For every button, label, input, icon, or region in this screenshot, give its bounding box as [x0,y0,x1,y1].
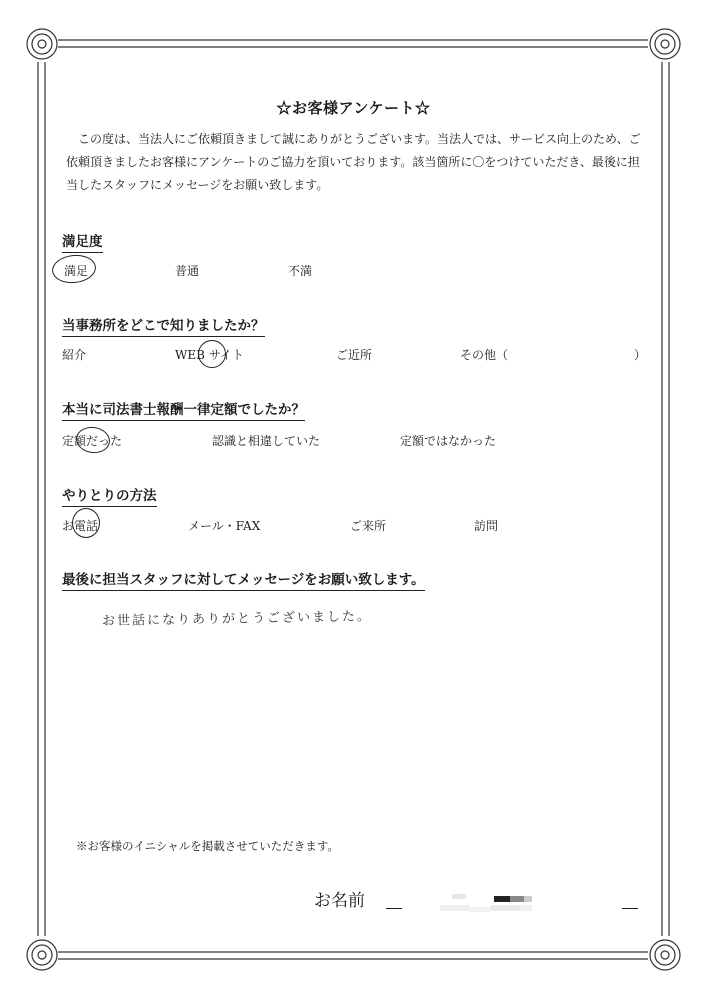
corner-ornament-top-left-icon [27,29,57,59]
contact-method-heading: やりとりの方法 [62,484,157,507]
option-other-close-paren: ） [634,348,647,362]
name-underline-left [386,908,402,909]
option-other[interactable]: その他（ [460,348,509,362]
option-email-fax[interactable]: メール・FAX [188,519,261,533]
option-phone[interactable]: お電話 [62,519,99,533]
hand-drawn-circle-icon [72,508,100,538]
corner-ornament-bottom-right-icon [650,940,680,970]
option-normal[interactable]: 普通 [175,264,200,278]
corner-ornament-top-right-icon [650,29,680,59]
option-referral[interactable]: 紹介 [62,348,87,362]
referral-heading: 当事務所をどこで知りましたか？ [62,314,265,337]
option-dissatisfied[interactable]: 不満 [288,264,313,278]
initials-note: ※お客様のイニシャルを掲載させていただきます。 [76,839,339,853]
option-fixed-fee[interactable]: 定額だった [62,434,123,448]
option-not-fixed-fee[interactable]: 定額ではなかった [400,434,497,448]
corner-ornament-bottom-left-icon [27,940,57,970]
message-heading: 最後に担当スタッフに対してメッセージをお願い致します。 [62,568,425,591]
name-underline-right [622,908,638,909]
option-visit-office[interactable]: ご来所 [350,519,387,533]
option-neighborhood[interactable]: ご近所 [336,348,373,362]
redacted-name-icon [440,892,540,920]
option-satisfied[interactable]: 満足 [64,264,89,278]
satisfaction-heading: 満足度 [62,230,103,253]
option-differed-from-understanding[interactable]: 認識と相違していた [212,434,321,448]
fixed-fee-heading: 本当に司法書士報酬一律定額でしたか？ [62,398,305,421]
option-home-visit[interactable]: 訪問 [474,519,499,533]
survey-title: ☆お客様アンケート☆ [276,99,431,117]
handwritten-message: お世話になりありがとうございました。 [101,609,373,629]
name-label: お名前 [314,891,365,911]
intro-paragraph: この度は、当法人にご依頼頂きまして誠にありがとうございます。当法人では、サービス向上のため、ご依頼頂きましたお客様にアンケートのご協力を頂いております。該当箇所に〇をつけていただき、最後に担当したスタッフにメッセージをお願い致します。 [66,132,641,192]
option-website[interactable]: WEB サイト [175,348,244,362]
hand-drawn-circle-icon [198,340,226,368]
